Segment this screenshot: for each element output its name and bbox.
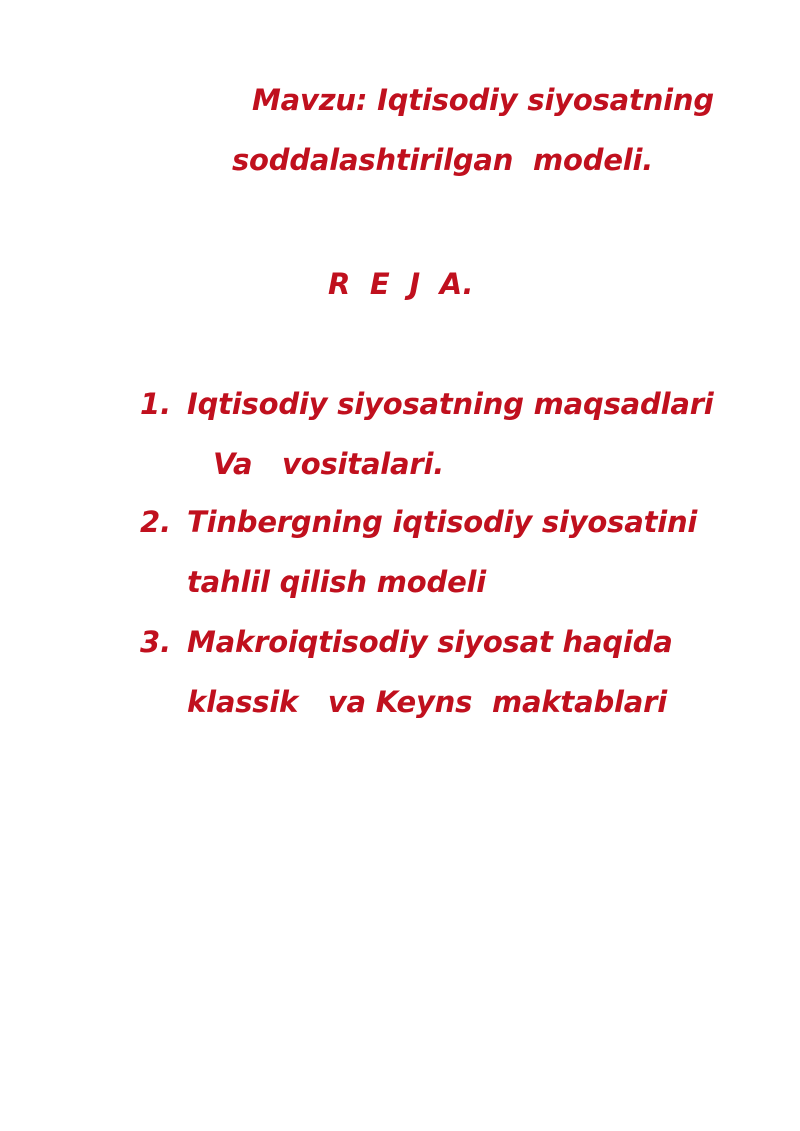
title-line-2: soddalashtirilgan modeli.	[232, 143, 654, 177]
plan-item-text-line-2: tahlil qilish modeli	[187, 565, 487, 599]
plan-item-text-line-2: klassik va Keyns maktablari	[187, 685, 667, 719]
title-line-1: Mavzu: Iqtisodiy siyosatning	[252, 83, 714, 117]
plan-item-number: 1.	[140, 387, 172, 421]
plan-item-text-line-1: Iqtisodiy siyosatning maqsadlari	[187, 387, 714, 421]
plan-item-text-line-1: Tinbergning iqtisodiy siyosatini	[187, 505, 698, 539]
plan-item-number: 3.	[140, 625, 172, 659]
plan-item-number: 2.	[140, 505, 172, 539]
plan-item-text-line-1: Makroiqtisodiy siyosat haqida	[187, 625, 673, 659]
plan-heading: R E J A.	[328, 267, 474, 301]
plan-item-text-line-2: Va vositalari.	[213, 447, 445, 481]
